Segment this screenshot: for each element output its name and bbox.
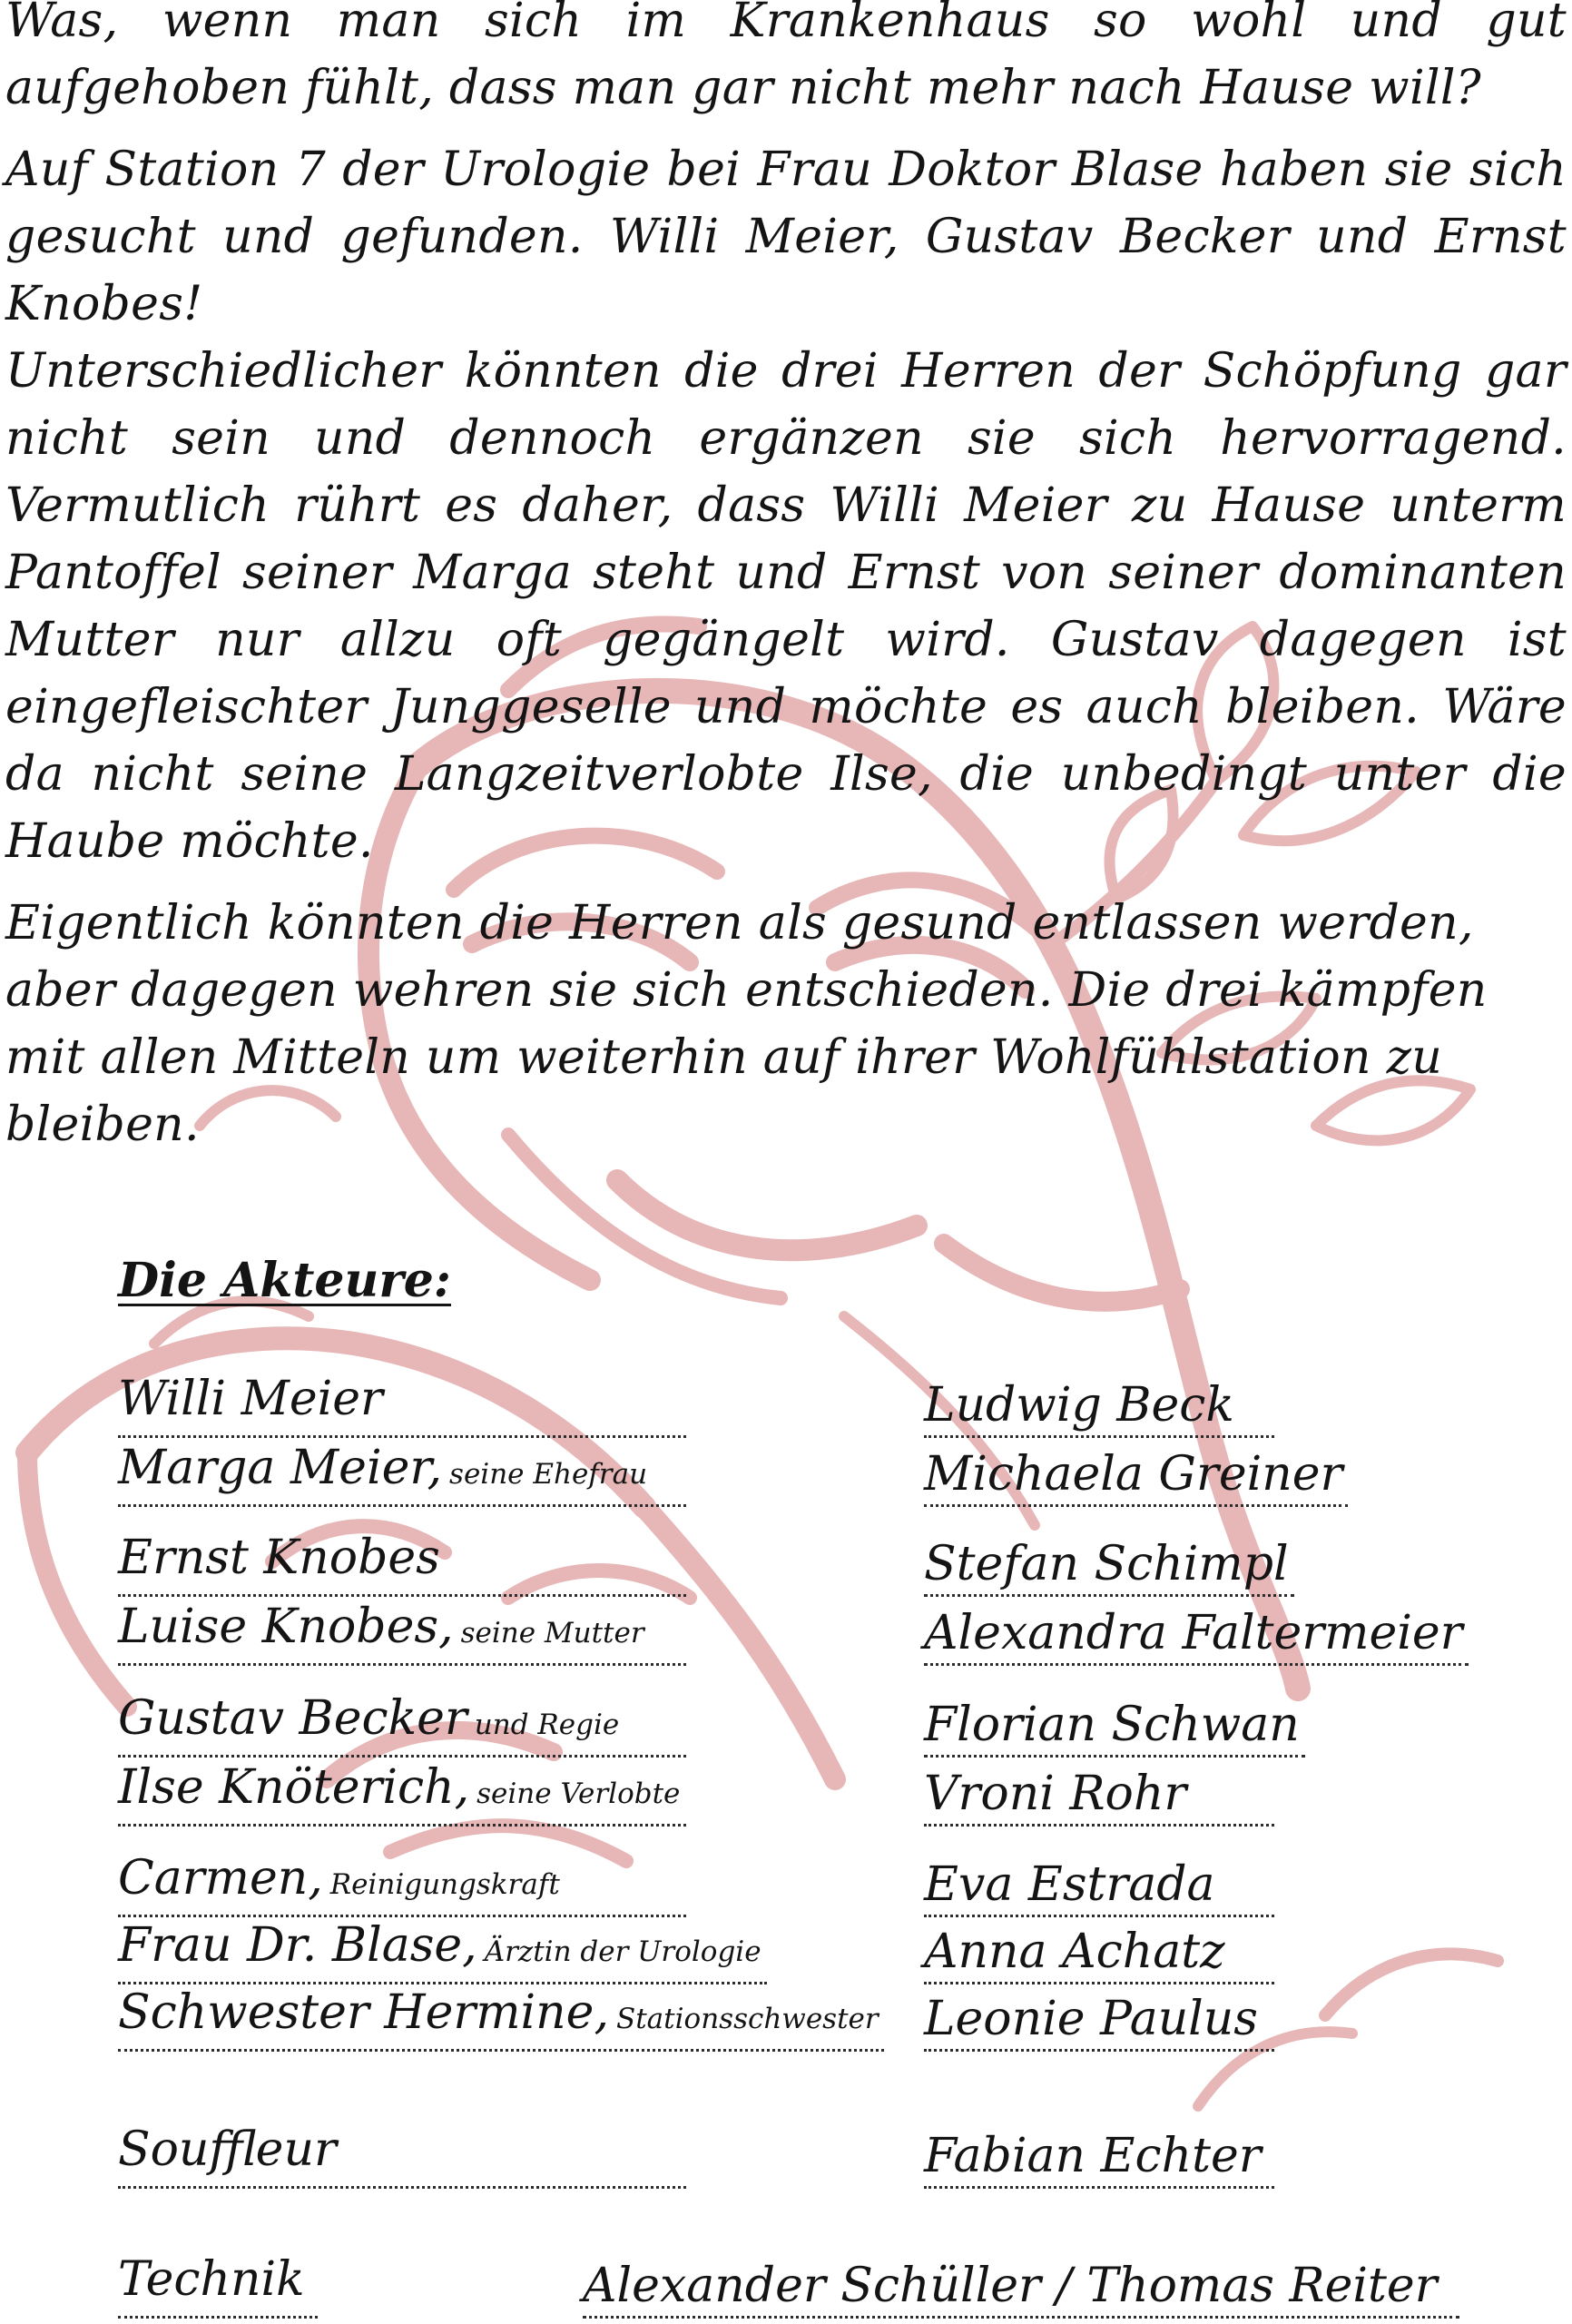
- role-name: Frau Dr. Blase,: [118, 1918, 477, 1973]
- cast-row: [0, 1531, 1572, 1597]
- role-cell: [118, 1848, 686, 1917]
- role-note: seine Ehefrau: [449, 1458, 648, 1491]
- intro-paragraph-2: Auf Station 7 der Urologie bei Frau Doktor Blase haben sie sich gesucht und gefunden. Willi Meier, Gustav Becker und Ernst Knobes!: [5, 143, 1567, 331]
- cast-row: [0, 2123, 1572, 2189]
- cast-row: [0, 1919, 1572, 1984]
- role-cell: [118, 2120, 686, 2189]
- intro-paragraph-1: Was, wenn man sich im Krankenhaus so wohl und gut aufgehoben fühlt, dass man gar nicht mehr nach Hause will?: [5, 0, 1567, 115]
- actor-name: Florian Schwan: [924, 1695, 1305, 1758]
- role-cell: [118, 2250, 318, 2319]
- actor-name: Vroni Rohr: [924, 1764, 1274, 1827]
- actor-name: Alexander Schüller / Thomas Reiter: [583, 2256, 1459, 2319]
- role-name: Souffleur: [118, 2122, 337, 2177]
- cast-heading: Die Akteure:: [118, 1253, 451, 1308]
- role-cell: [118, 1915, 767, 1984]
- cast-row: [0, 1373, 1572, 1438]
- role-name: Marga Meier,: [118, 1441, 443, 1495]
- role-name: Carmen,: [118, 1851, 323, 1905]
- role-name: Ilse Knöterich,: [118, 1760, 470, 1815]
- role-note: Ärztin der Urologie: [484, 1935, 761, 1968]
- role-cell: [118, 1689, 686, 1758]
- role-note: seine Verlobte: [477, 1777, 681, 1810]
- role-note: seine Mutter: [460, 1617, 644, 1649]
- role-note: Stationsschwester: [615, 2003, 879, 2035]
- actor-name: Stefan Schimpl: [924, 1534, 1294, 1597]
- role-name: Schwester Hermine,: [118, 1985, 609, 2040]
- role-cell: [118, 1438, 686, 1507]
- role-cell: [118, 1369, 686, 1438]
- cast-row: [0, 1986, 1572, 2052]
- actor-name: Alexandra Faltermeier: [924, 1603, 1469, 1666]
- actor-name: Michaela Greiner: [924, 1444, 1348, 1507]
- actor-name: Ludwig Beck: [924, 1375, 1274, 1438]
- role-cell: [118, 1983, 884, 2052]
- cast-row: [0, 1600, 1572, 1666]
- actor-name: Anna Achatz: [924, 1922, 1274, 1984]
- actor-name: Fabian Echter: [924, 2126, 1274, 2189]
- role-cell: [118, 1528, 686, 1597]
- actor-name: Eva Estrada: [924, 1855, 1274, 1917]
- intro-paragraph-4: Eigentlich könnten die Herren als gesund entlassen werden, aber dagegen wehren sie sich entschieden. Die drei kämpfen mit allen Mitteln um weiterhin auf ihrer Wohlfühlstation zu bleiben.: [5, 896, 1488, 1152]
- cast-row: [0, 1852, 1572, 1917]
- cast-row: [0, 1442, 1572, 1507]
- intro-paragraph-3: Unterschiedlicher könnten die drei Herren der Schöpfung gar nicht sein und dennoch ergänzen sie sich hervorragend. Vermutlich rührt es daher, dass Willi Meier zu Hause unterm Pantoffel seiner Marga steht und Ernst von seiner dominanten Mutter nur allzu oft gegängelt wird. Gustav dagegen ist eingefleischter Junggeselle und möchte es auch bleiben. Wäre da nicht seine Langzeitverlobte Ilse, die unbedingt unter die Haube möchte.: [5, 344, 1567, 869]
- role-name: Willi Meier: [118, 1372, 383, 1426]
- role-name: Gustav Becker: [118, 1691, 467, 1746]
- role-note: und Regie: [474, 1709, 620, 1741]
- role-name: Ernst Knobes: [118, 1531, 440, 1585]
- cast-row: [0, 2253, 1572, 2319]
- role-name: Luise Knobes,: [118, 1600, 454, 1654]
- cast-row: [0, 1692, 1572, 1758]
- role-name: Technik: [118, 2252, 305, 2307]
- role-cell: [118, 1758, 686, 1827]
- role-cell: [118, 1597, 686, 1666]
- actor-name: Leonie Paulus: [924, 1989, 1274, 2052]
- cast-row: [0, 1761, 1572, 1827]
- role-note: Reinigungskraft: [329, 1868, 560, 1901]
